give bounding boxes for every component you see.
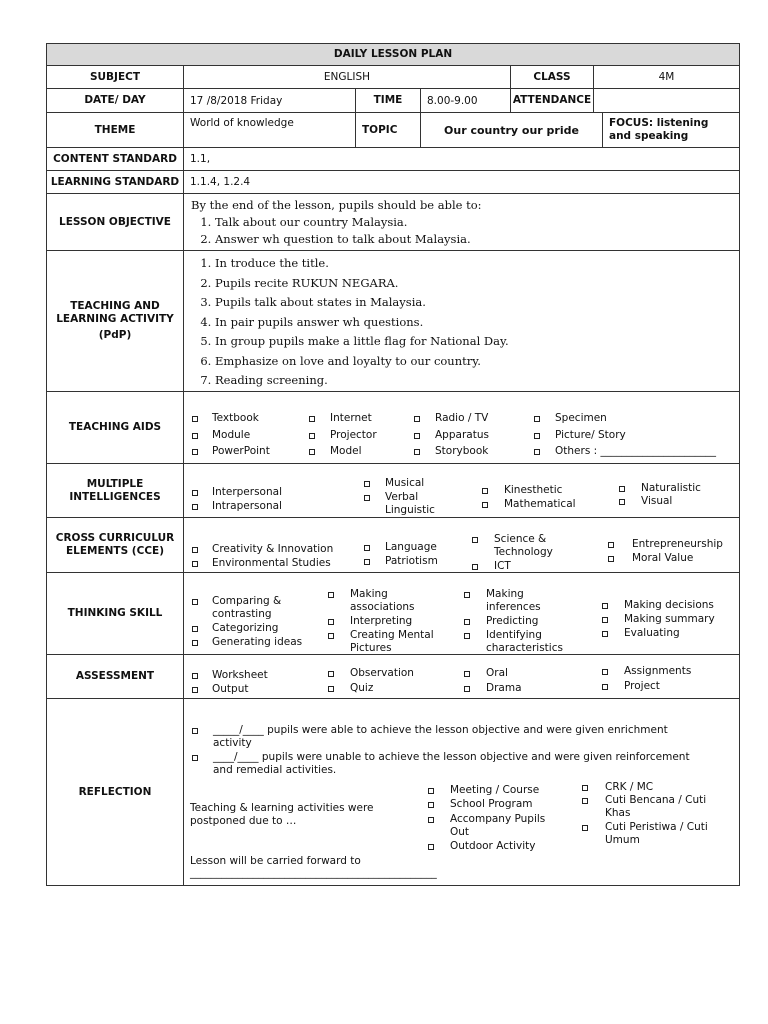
objective-label: LESSON OBJECTIVE	[47, 194, 184, 250]
aid-option: Module	[212, 429, 251, 441]
reason-option: Umum	[605, 834, 640, 846]
list-item: 5. In group pupils make a little flag for National Day.	[215, 332, 733, 352]
checkbox[interactable]	[534, 416, 540, 422]
reflection-enrichment-cont: activity	[213, 737, 252, 749]
aid-option: Textbook	[212, 412, 259, 424]
reflection-remedial: ____/____ pupils were unable to achieve the lesson objective and were given reinforcement	[213, 751, 690, 763]
aid-option: Specimen	[555, 412, 607, 424]
checkbox[interactable]	[328, 592, 334, 598]
activity-label-line: TEACHING AND	[70, 300, 160, 312]
intelligences-label-line: INTELLIGENCES	[69, 490, 161, 503]
subject-label: SUBJECT	[47, 66, 184, 88]
checkbox[interactable]	[464, 619, 470, 625]
activity-label-line: (PdP)	[98, 329, 132, 341]
topic-value: Our country our pride	[421, 113, 603, 147]
learning-standard-label: LEARNING STANDARD	[47, 171, 184, 193]
checkbox[interactable]	[328, 633, 334, 639]
thinking-row	[47, 573, 739, 655]
assessment-option: Oral	[486, 667, 508, 679]
thinking-option: Making decisions	[624, 599, 714, 611]
aid-option: Model	[330, 445, 362, 457]
activity-label	[47, 251, 184, 391]
carried-forward-line[interactable]: _______________________________________________	[190, 867, 437, 879]
intelligences-content	[184, 464, 739, 517]
reason-option: Accompany Pupils	[450, 813, 546, 825]
checkbox[interactable]	[464, 592, 470, 598]
thinking-option: Making summary	[624, 613, 715, 625]
page-title: DAILY LESSON PLAN	[333, 48, 453, 60]
reflection-row	[47, 699, 739, 885]
activity-list	[191, 254, 733, 391]
topic-label: TOPIC	[356, 113, 421, 147]
cce-option: Language	[385, 541, 437, 553]
checkbox[interactable]	[428, 802, 434, 808]
checkbox[interactable]	[602, 617, 608, 623]
objective-row	[47, 194, 739, 251]
objective-content	[184, 194, 739, 250]
checkbox[interactable]	[428, 844, 434, 850]
theme-value: World of knowledge	[184, 113, 356, 147]
checkbox[interactable]	[414, 416, 420, 422]
checkbox[interactable]	[602, 603, 608, 609]
reason-option: Cuti Peristiwa / Cuti	[605, 821, 708, 833]
checkbox[interactable]	[428, 817, 434, 823]
activity-content	[184, 251, 739, 391]
checkbox[interactable]	[464, 671, 470, 677]
class-label: CLASS	[511, 66, 594, 88]
theme-row	[47, 113, 739, 148]
aid-option: Apparatus	[435, 429, 489, 441]
intelligence-option: Naturalistic	[641, 482, 701, 494]
checkbox[interactable]	[192, 449, 198, 455]
checkbox[interactable]	[582, 785, 588, 791]
content-standard-label: CONTENT STANDARD	[47, 148, 184, 170]
list-item: 3. Pupils talk about states in Malaysia.	[215, 293, 733, 313]
reflection-content	[184, 699, 739, 885]
assessment-row	[47, 655, 739, 699]
checkbox[interactable]	[328, 686, 334, 692]
assessment-option: Output	[212, 683, 249, 695]
thinking-content	[184, 573, 739, 654]
thinking-option: inferences	[486, 601, 541, 613]
thinking-option: Creating Mental	[350, 629, 434, 641]
checkbox[interactable]	[482, 488, 488, 494]
checkbox[interactable]	[192, 504, 198, 510]
checkbox[interactable]	[464, 686, 470, 692]
cce-row	[47, 518, 739, 573]
assessment-option: Drama	[486, 682, 522, 694]
assessment-option: Quiz	[350, 682, 374, 694]
date-label: DATE/ DAY	[47, 89, 184, 112]
checkbox[interactable]	[364, 495, 370, 501]
content-standard-value: 1.1,	[190, 153, 211, 165]
thinking-option: Comparing &	[212, 595, 282, 607]
intelligence-option: Mathematical	[504, 498, 576, 510]
checkbox[interactable]	[192, 728, 198, 734]
thinking-option: contrasting	[212, 608, 272, 620]
objective-list	[191, 214, 733, 248]
assessment-label: ASSESSMENT	[47, 655, 184, 698]
aids-content	[184, 392, 739, 463]
checkbox[interactable]	[482, 502, 488, 508]
checkbox[interactable]	[602, 669, 608, 675]
intelligence-option: Linguistic	[385, 504, 435, 516]
checkbox[interactable]	[472, 537, 478, 543]
assessment-option: Project	[624, 680, 660, 692]
checkbox[interactable]	[192, 433, 198, 439]
learning-standard-value: 1.1.4, 1.2.4	[190, 176, 251, 188]
aid-option: Others : ______________________	[555, 445, 716, 457]
lesson-plan-table	[46, 43, 740, 886]
checkbox[interactable]	[309, 416, 315, 422]
cce-label-line: ELEMENTS (CCE)	[65, 545, 164, 557]
thinking-option: Evaluating	[624, 627, 680, 639]
reflection-label: REFLECTION	[47, 699, 184, 885]
cce-option: Environmental Studies	[212, 557, 331, 569]
date-row	[47, 89, 739, 113]
thinking-option: Pictures	[350, 642, 392, 654]
intelligence-option: Visual	[641, 495, 673, 507]
checkbox[interactable]	[608, 556, 614, 562]
thinking-option: Making	[350, 588, 388, 600]
intelligences-label	[47, 464, 184, 517]
assessment-option: Worksheet	[212, 669, 268, 681]
checkbox[interactable]	[428, 788, 434, 794]
intelligences-row	[47, 464, 739, 518]
reason-option: Khas	[605, 807, 631, 819]
aid-option: Picture/ Story	[555, 429, 626, 441]
subject-value: ENGLISH	[184, 66, 511, 88]
checkbox[interactable]	[602, 631, 608, 637]
checkbox[interactable]	[192, 416, 198, 422]
checkbox[interactable]	[192, 547, 198, 553]
aid-option: Radio / TV	[435, 412, 489, 424]
list-item: 1. In troduce the title.	[215, 254, 733, 274]
list-item: 4. In pair pupils answer wh questions.	[215, 313, 733, 333]
checkbox[interactable]	[192, 599, 198, 605]
list-item: 6. Emphasize on love and loyalty to our country.	[215, 352, 733, 372]
list-item: 2. Answer wh question to talk about Malaysia.	[215, 231, 733, 248]
list-item: 1. Talk about our country Malaysia.	[215, 214, 733, 231]
focus-value: FOCUS: listening and speaking	[609, 117, 709, 142]
aids-label: TEACHING AIDS	[47, 392, 184, 463]
objective-intro: By the end of the lesson, pupils should be able to:	[191, 198, 482, 212]
checkbox[interactable]	[602, 684, 608, 690]
postponed-text: Teaching & learning activities were	[190, 802, 374, 814]
cce-label	[47, 518, 184, 572]
checkbox[interactable]	[192, 673, 198, 679]
cce-option: ICT	[494, 560, 511, 572]
aid-option: PowerPoint	[212, 445, 270, 457]
checkbox[interactable]	[192, 490, 198, 496]
reason-option: Outdoor Activity	[450, 840, 536, 852]
checkbox[interactable]	[464, 633, 470, 639]
thinking-option: Categorizing	[212, 622, 279, 634]
intelligence-option: Musical	[385, 477, 425, 489]
checkbox[interactable]	[414, 433, 420, 439]
reason-option: Meeting / Course	[450, 784, 540, 796]
thinking-label: THINKING SKILL	[47, 573, 184, 654]
carried-forward-text: Lesson will be carried forward to	[190, 855, 361, 867]
reason-option: Out	[450, 826, 470, 838]
checkbox[interactable]	[192, 640, 198, 646]
checkbox[interactable]	[309, 433, 315, 439]
checkbox[interactable]	[582, 798, 588, 804]
checkbox[interactable]	[534, 449, 540, 455]
reason-option: Cuti Bencana / Cuti	[605, 794, 707, 806]
checkbox[interactable]	[192, 626, 198, 632]
content-standard-row	[47, 148, 739, 171]
activity-row	[47, 251, 739, 392]
reason-option: School Program	[450, 798, 533, 810]
cce-content	[184, 518, 739, 572]
thinking-option: Making	[486, 588, 524, 600]
checkbox[interactable]	[414, 449, 420, 455]
cce-option: Science &	[494, 533, 547, 545]
assessment-option: Assignments	[624, 665, 692, 677]
cce-label-line: CROSS CURRICULUR	[55, 532, 175, 544]
intelligences-label-line: MULTIPLE	[86, 477, 144, 490]
checkbox[interactable]	[608, 542, 614, 548]
checkbox[interactable]	[472, 564, 478, 570]
thinking-option: Predicting	[486, 615, 539, 627]
assessment-content	[184, 655, 739, 698]
checkbox[interactable]	[364, 545, 370, 551]
intelligence-option: Verbal	[385, 491, 419, 503]
cce-option: Moral Value	[632, 552, 694, 564]
cce-option: Creativity & Innovation	[212, 543, 334, 555]
checkbox[interactable]	[309, 449, 315, 455]
theme-label: THEME	[47, 113, 184, 147]
cce-option: Entrepreneurship	[632, 538, 723, 550]
intelligence-option: Intrapersonal	[212, 500, 282, 512]
attendance-value	[594, 89, 739, 112]
aid-option: Storybook	[435, 445, 489, 457]
checkbox[interactable]	[192, 561, 198, 567]
activity-label-line: LEARNING ACTIVITY	[56, 313, 174, 325]
cce-option: Technology	[494, 546, 553, 558]
thinking-option: associations	[350, 601, 415, 613]
subject-row	[47, 66, 739, 89]
list-item: 2. Pupils recite RUKUN NEGARA.	[215, 274, 733, 294]
cce-option: Patriotism	[385, 555, 438, 567]
thinking-option: characteristics	[486, 642, 563, 654]
aid-option: Internet	[330, 412, 372, 424]
intelligence-option: Interpersonal	[212, 486, 282, 498]
postponed-text-cont: postponed due to …	[190, 815, 297, 827]
checkbox[interactable]	[192, 687, 198, 693]
checkbox[interactable]	[328, 671, 334, 677]
reflection-enrichment: _____/____ pupils were able to achieve the lesson objective and were given enrichment	[213, 724, 668, 736]
intelligence-option: Kinesthetic	[504, 484, 563, 496]
reason-option: CRK / MC	[605, 781, 654, 793]
checkbox[interactable]	[328, 619, 334, 625]
checkbox[interactable]	[364, 559, 370, 565]
time-label: TIME	[356, 89, 421, 112]
checkbox[interactable]	[619, 499, 625, 505]
learning-standard-row	[47, 171, 739, 194]
checkbox[interactable]	[619, 486, 625, 492]
class-value: 4M	[658, 71, 675, 83]
checkbox[interactable]	[582, 825, 588, 831]
thinking-option: Identifying	[486, 629, 542, 641]
checkbox[interactable]	[192, 755, 198, 761]
assessment-option: Observation	[350, 667, 414, 679]
date-value: 17 /8/2018 Friday	[184, 89, 356, 112]
time-value: 8.00-9.00	[421, 89, 511, 112]
reflection-remedial-cont: and remedial activities.	[213, 764, 337, 776]
list-item: 7. Reading screening.	[215, 371, 733, 391]
checkbox[interactable]	[364, 481, 370, 487]
attendance-label: ATTENDANCE	[511, 89, 594, 112]
aids-row	[47, 392, 739, 464]
checkbox[interactable]	[534, 433, 540, 439]
thinking-option: Generating ideas	[212, 636, 303, 648]
aid-option: Projector	[330, 429, 377, 441]
thinking-option: Interpreting	[350, 615, 413, 627]
title-row	[47, 44, 739, 66]
